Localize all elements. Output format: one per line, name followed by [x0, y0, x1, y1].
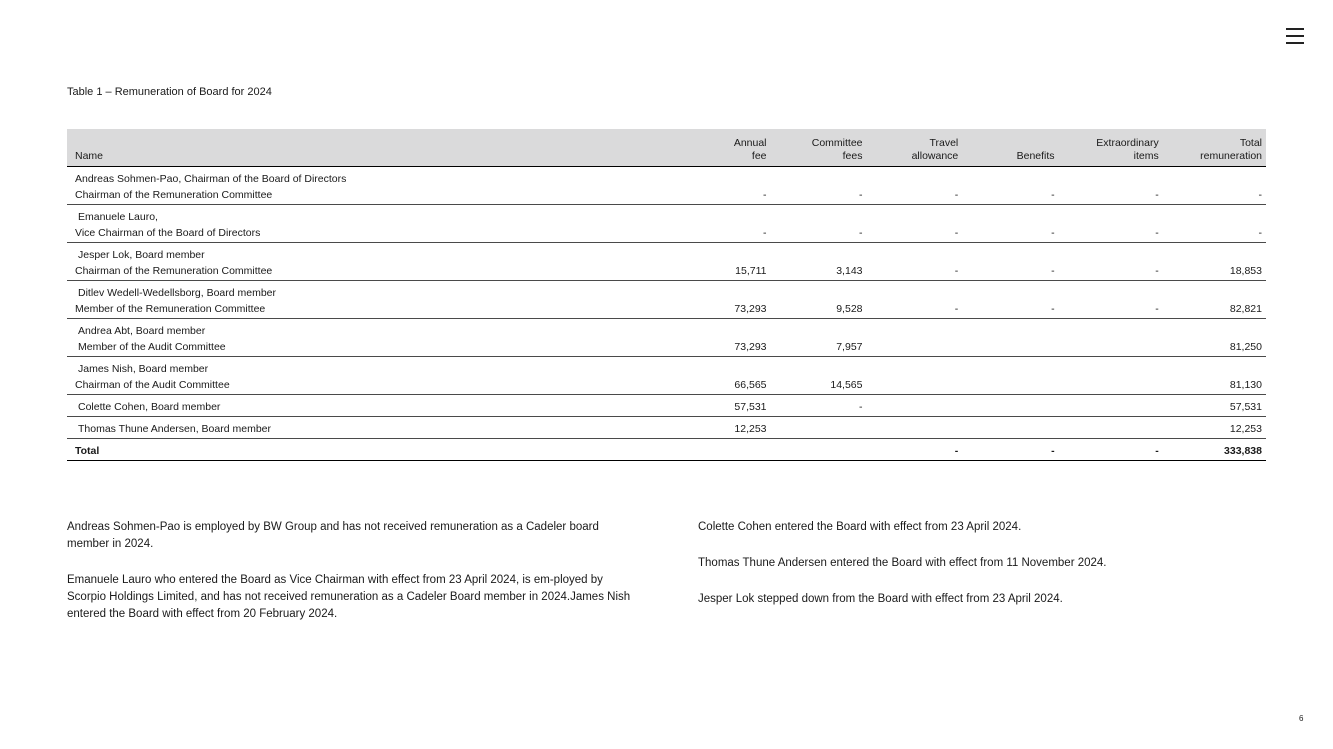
row-name-line1: Colette Cohen, Board member [78, 401, 221, 413]
cell-total-remuneration: 12,253 [1163, 417, 1266, 439]
total-label: Total [67, 439, 671, 461]
header-total-remuneration-l1: Total [1239, 137, 1262, 149]
cell-extraordinary-items [1059, 395, 1163, 417]
table-row [67, 319, 1266, 357]
row-name-line1: James Nish, Board member [78, 363, 209, 375]
row-name [67, 281, 671, 319]
header-travel-allowance [867, 129, 963, 167]
cell-committee-fees: 14,565 [771, 357, 867, 395]
row-name-line1: Jesper Lok, Board member [78, 249, 205, 261]
row-name-line2: Chairman of the Audit Committee [75, 379, 230, 391]
cell-total-remuneration: - [1163, 205, 1266, 243]
header-total-remuneration [1163, 129, 1266, 167]
header-committee-fees-l2: fees [842, 150, 863, 162]
table-title: Table 1 – Remuneration of Board for 2024 [67, 86, 272, 98]
cell-annual-fee: 73,293 [671, 319, 771, 357]
row-name [67, 243, 671, 281]
header-name: Name [67, 129, 671, 167]
header-annual-fee-l2: fee [751, 150, 767, 162]
row-name-line2: Member of the Remuneration Committee [75, 303, 266, 315]
row-name-line1: Ditlev Wedell-Wedellsborg, Board member [78, 287, 277, 299]
table-row [67, 357, 1266, 395]
table-row [67, 243, 1266, 281]
total-benefits: - [962, 439, 1058, 461]
total-annual-fee [671, 439, 771, 461]
cell-annual-fee: 12,253 [671, 417, 771, 439]
table-header-row [67, 129, 1266, 167]
cell-extraordinary-items [1059, 417, 1163, 439]
cell-travel-allowance [867, 417, 963, 439]
page-number: 6 [1299, 714, 1304, 723]
note-paragraph: Colette Cohen entered the Board with effect from 23 April 2024. [698, 521, 1022, 533]
cell-annual-fee: 15,711 [671, 243, 771, 281]
cell-benefits: - [962, 167, 1058, 205]
table-row [67, 281, 1266, 319]
cell-travel-allowance: - [867, 243, 963, 281]
notes-right-column [698, 519, 1258, 627]
table-row [67, 167, 1266, 205]
note-paragraph: Thomas Thune Andersen entered the Board with effect from 11 November 2024. [698, 557, 1107, 569]
row-name [67, 167, 671, 205]
header-committee-fees-l1: Committee [811, 137, 863, 149]
row-name-line2: Chairman of the Remuneration Committee [75, 265, 273, 277]
cell-benefits [962, 417, 1058, 439]
cell-benefits: - [962, 243, 1058, 281]
note-paragraph: Emanuele Lauro who entered the Board as Vice Chairman with effect from 23 April 2024, is em-ployed by Scorpio Holdings Limited, and has not received remuneration as a Cadeler Board member in 2024.James Nish entered the Board with effect from 20 February 2024. [67, 574, 631, 620]
header-annual-fee-l1: Annual [733, 137, 767, 149]
cell-extraordinary-items: - [1059, 205, 1163, 243]
cell-extraordinary-items: - [1059, 243, 1163, 281]
cell-travel-allowance: - [867, 205, 963, 243]
row-name-line1: Emanuele Lauro, [78, 211, 158, 223]
cell-annual-fee: - [671, 167, 771, 205]
row-name-line1: Thomas Thune Andersen, Board member [78, 423, 271, 435]
cell-extraordinary-items [1059, 319, 1163, 357]
cell-travel-allowance [867, 395, 963, 417]
row-name [67, 319, 671, 357]
cell-committee-fees: 3,143 [771, 243, 867, 281]
row-name-line2: Vice Chairman of the Board of Directors [75, 227, 261, 239]
header-travel-allowance-l2: allowance [911, 150, 959, 162]
row-name-line1: Andrea Abt, Board member [78, 325, 206, 337]
cell-committee-fees: - [771, 167, 867, 205]
cell-committee-fees: 7,957 [771, 319, 867, 357]
total-remuneration: 333,838 [1163, 439, 1266, 461]
header-committee-fees [771, 129, 867, 167]
cell-benefits [962, 395, 1058, 417]
row-name [67, 205, 671, 243]
cell-total-remuneration: 81,130 [1163, 357, 1266, 395]
cell-benefits [962, 357, 1058, 395]
hamburger-menu-icon[interactable] [1284, 26, 1306, 46]
row-name [67, 357, 671, 395]
cell-annual-fee: 73,293 [671, 281, 771, 319]
cell-travel-allowance: - [867, 281, 963, 319]
row-name-line2: Member of the Audit Committee [78, 341, 226, 353]
cell-benefits [962, 319, 1058, 357]
table-total-row [67, 439, 1266, 461]
cell-travel-allowance [867, 319, 963, 357]
header-benefits-l2: Benefits [1016, 150, 1055, 162]
notes-left-column [67, 519, 642, 642]
table-row [67, 395, 1266, 417]
cell-total-remuneration: - [1163, 167, 1266, 205]
row-name-line1: Andreas Sohmen-Pao, Chairman of the Board of Directors [75, 173, 347, 185]
cell-extraordinary-items: - [1059, 167, 1163, 205]
cell-committee-fees: 9,528 [771, 281, 867, 319]
remuneration-table [67, 129, 1266, 461]
cell-travel-allowance: - [867, 167, 963, 205]
row-name [67, 395, 671, 417]
cell-extraordinary-items [1059, 357, 1163, 395]
row-name-line2: Chairman of the Remuneration Committee [75, 189, 273, 201]
header-total-remuneration-l2: remuneration [1200, 150, 1262, 162]
cell-total-remuneration: 57,531 [1163, 395, 1266, 417]
cell-total-remuneration: 81,250 [1163, 319, 1266, 357]
header-extraordinary-items-l2: items [1133, 150, 1159, 162]
header-annual-fee [671, 129, 771, 167]
cell-total-remuneration: 18,853 [1163, 243, 1266, 281]
table-row [67, 205, 1266, 243]
cell-committee-fees: - [771, 395, 867, 417]
cell-committee-fees: - [771, 205, 867, 243]
cell-committee-fees [771, 417, 867, 439]
total-travel-allowance: - [867, 439, 963, 461]
cell-benefits: - [962, 281, 1058, 319]
cell-benefits: - [962, 205, 1058, 243]
note-paragraph: Andreas Sohmen-Pao is employed by BW Group and has not received remuneration as a Cadeler board member in 2024. [67, 521, 599, 550]
cell-total-remuneration: 82,821 [1163, 281, 1266, 319]
cell-annual-fee: 66,565 [671, 357, 771, 395]
total-extraordinary-items: - [1059, 439, 1163, 461]
cell-extraordinary-items: - [1059, 281, 1163, 319]
row-name [67, 417, 671, 439]
cell-annual-fee: - [671, 205, 771, 243]
header-benefits [962, 129, 1058, 167]
header-extraordinary-items-l1: Extraordinary [1096, 137, 1159, 149]
cell-annual-fee: 57,531 [671, 395, 771, 417]
table-row [67, 417, 1266, 439]
total-committee-fees [771, 439, 867, 461]
header-extraordinary-items [1059, 129, 1163, 167]
header-travel-allowance-l1: Travel [929, 137, 959, 149]
note-paragraph: Jesper Lok stepped down from the Board with effect from 23 April 2024. [698, 593, 1063, 605]
cell-travel-allowance [867, 357, 963, 395]
